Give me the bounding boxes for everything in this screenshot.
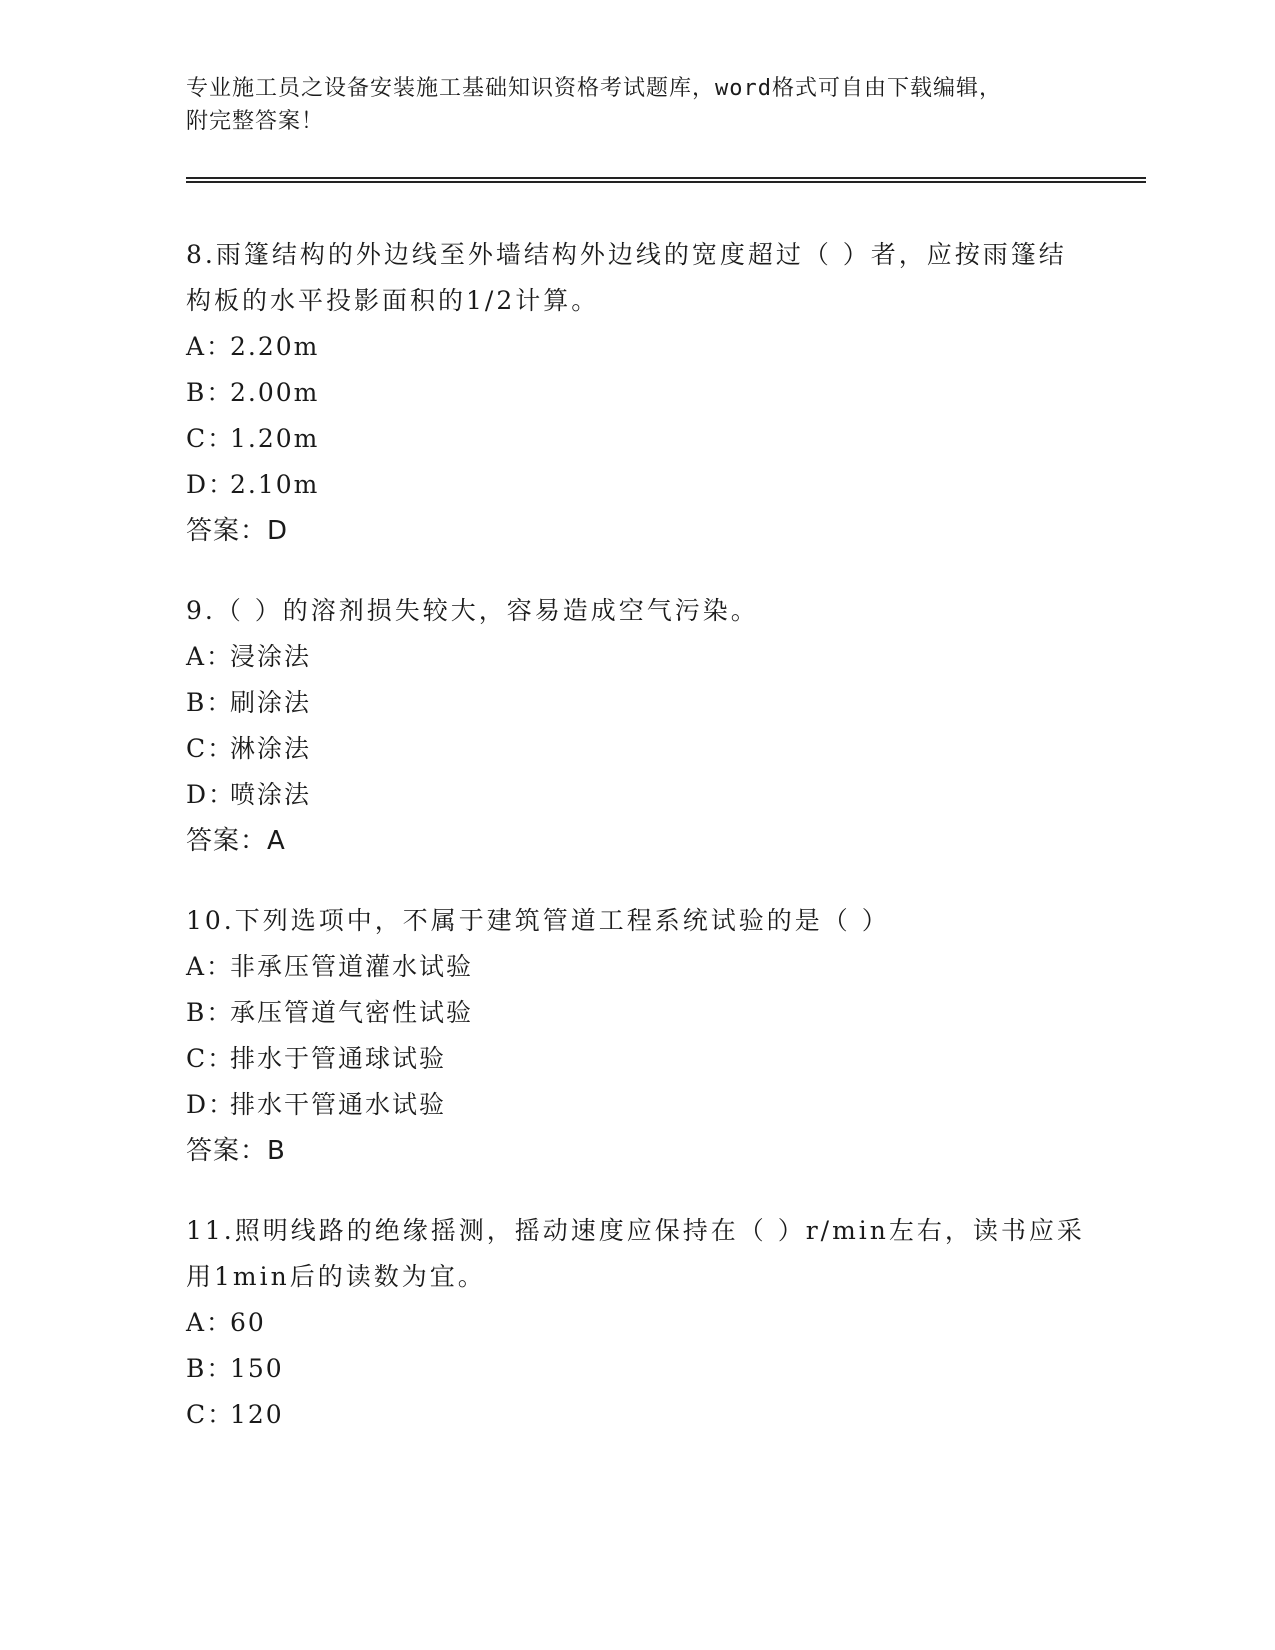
option-d [186,1082,1086,1128]
option-d [186,462,1086,508]
option-b [186,370,1086,416]
option-text: 排水干管通水试验 [230,1090,447,1119]
option-label: A： [186,1308,234,1337]
answer-line: 答案：D [186,516,289,546]
divider-line-top [186,177,1146,179]
option-text: 2.00m [230,378,320,407]
option-text: 淋涂法 [230,734,312,763]
question-10 [186,898,1086,1174]
option-label: C： [186,1400,235,1429]
option-c [186,1392,1086,1438]
option-label: D： [186,470,236,499]
option-text: 2.10m [230,470,320,499]
option-label: B： [186,998,234,1027]
option-text: 60 [230,1308,266,1337]
option-a [186,944,1086,990]
option-text: 1.20m [230,424,320,453]
option-a [186,1300,1086,1346]
option-c [186,726,1086,772]
answer-line: 答案：A [186,826,286,856]
answer-line: 答案：B [186,1136,286,1166]
question-9 [186,588,1086,864]
option-text: 承压管道气密性试验 [230,998,474,1027]
option-label: A： [186,332,234,361]
question-stem: 9.（ ）的溶剂损失较大，容易造成空气污染。 [186,596,759,625]
option-label: C： [186,734,235,763]
option-label: B： [186,378,234,407]
question-stem: 10.下列选项中，不属于建筑管道工程系统试验的是（ ） [186,906,890,935]
option-label: A： [186,642,234,671]
option-text: 150 [230,1354,284,1383]
option-d [186,772,1086,818]
option-label: C： [186,1044,235,1073]
option-text: 2.20m [230,332,320,361]
header-line-2: 附完整答案！ [186,109,325,134]
option-label: A： [186,952,234,981]
option-text: 非承压管道灌水试验 [230,952,474,981]
question-stem: 8.雨篷结构的外边线至外墙结构外边线的宽度超过（ ）者，应按雨篷结构板的水平投影面积的1/2计算。 [186,240,1067,315]
option-c [186,1036,1086,1082]
option-text: 排水于管通球试验 [230,1044,447,1073]
option-c [186,416,1086,462]
question-8 [186,232,1086,554]
option-b [186,1346,1086,1392]
header-line-1: 专业施工员之设备安装施工基础知识资格考试题库，word格式可自由下载编辑， [186,76,1002,101]
option-b [186,680,1086,726]
question-stem: 11.照明线路的绝缘摇测，摇动速度应保持在（ ）r/min左右，读书应采用1min后的读数为宜。 [186,1216,1085,1291]
option-text: 120 [230,1400,284,1429]
option-b [186,990,1086,1036]
option-text: 刷涂法 [230,688,312,717]
option-label: C： [186,424,235,453]
question-list [186,232,1086,1472]
document-header [186,72,1146,138]
option-label: D： [186,780,236,809]
question-11 [186,1208,1086,1438]
option-label: D： [186,1090,236,1119]
divider-line-bottom [186,181,1146,183]
option-label: B： [186,1354,234,1383]
option-a [186,634,1086,680]
header-divider [186,177,1146,183]
option-a [186,324,1086,370]
option-text: 浸涂法 [230,642,312,671]
option-label: B： [186,688,234,717]
option-text: 喷涂法 [230,780,312,809]
